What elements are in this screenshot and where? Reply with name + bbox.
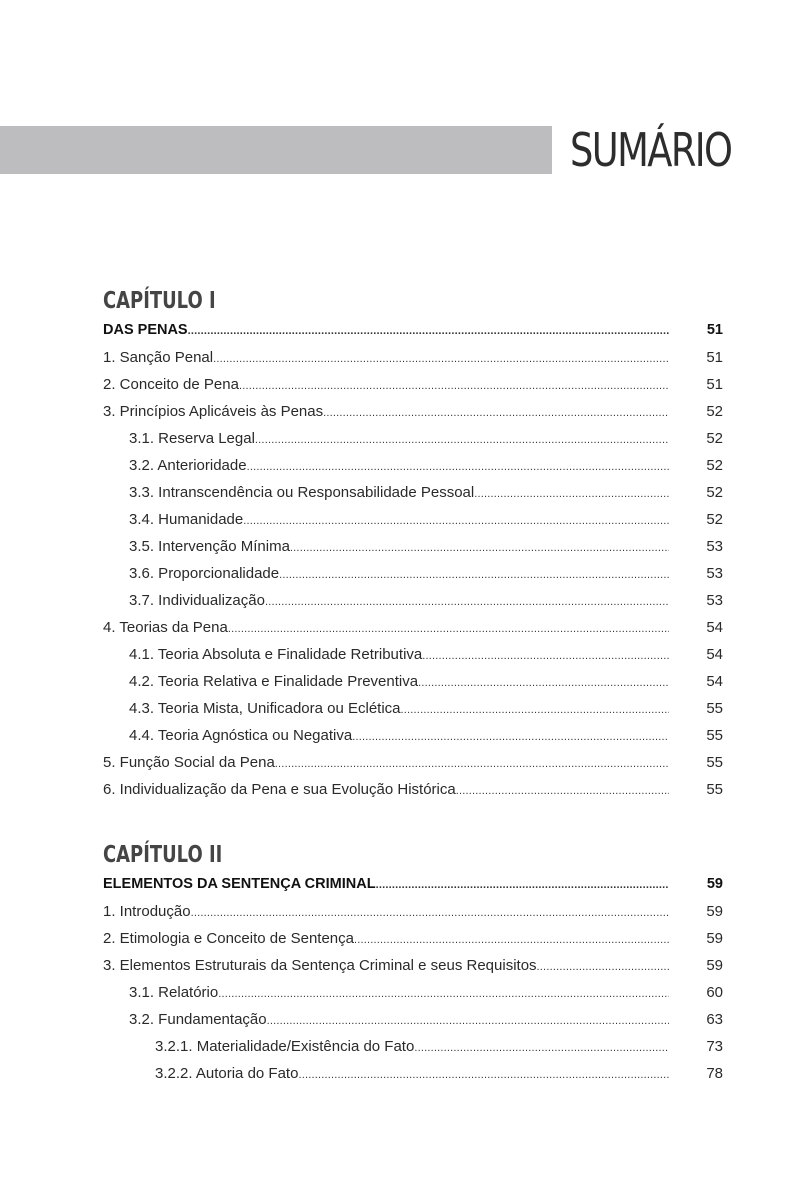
toc-subentry[interactable] [103, 587, 723, 614]
dot-leader [247, 454, 669, 481]
toc-entry-label: ELEMENTOS DA SENTENÇA CRIMINAL [103, 876, 376, 892]
toc-entry-label: 3.2. Fundamentação [129, 1011, 267, 1028]
toc-entry[interactable] [103, 398, 723, 425]
dot-leader [228, 616, 669, 643]
toc-entry-page: 55 [706, 781, 723, 798]
dot-leader [239, 373, 669, 400]
toc-subentry[interactable] [103, 479, 723, 506]
toc-entry[interactable] [103, 614, 723, 641]
toc-entry-page: 51 [706, 349, 723, 366]
toc-entry-label: 3.2. Anterioridade [129, 457, 247, 474]
toc-subsubentry[interactable] [103, 1033, 723, 1060]
toc-entry-label: 3.2.1. Materialidade/Existência do Fato [155, 1038, 415, 1055]
toc-entry[interactable] [103, 898, 723, 925]
toc-entry-label: 3.5. Intervenção Mínima [129, 538, 290, 555]
toc-entry[interactable] [103, 371, 723, 398]
toc-subentry[interactable] [103, 722, 723, 749]
toc-entry-chapter-title[interactable] [103, 871, 723, 898]
toc-entry-page: 51 [706, 322, 723, 338]
toc-entry-page: 54 [706, 673, 723, 690]
dot-leader [213, 346, 669, 373]
dot-leader [414, 1035, 669, 1062]
toc-entry[interactable] [103, 925, 723, 952]
toc-entry-label: 4.3. Teoria Mista, Unificadora ou Eclética [129, 700, 401, 717]
toc-entry-page: 73 [706, 1038, 723, 1055]
toc-entry-page: 55 [706, 700, 723, 717]
toc-entry-label: 4.4. Teoria Agnóstica ou Negativa [129, 727, 353, 744]
toc-entry-label: 3.4. Humanidade [129, 511, 244, 528]
toc-subsubentry[interactable] [103, 1060, 723, 1087]
toc-entry-page: 78 [706, 1065, 723, 1082]
toc-entry-label: 3. Princípios Aplicáveis às Penas [103, 403, 324, 420]
toc-entry-label: 1. Introdução [103, 903, 191, 920]
toc-subentry[interactable] [103, 560, 723, 587]
toc-entry-page: 59 [706, 903, 723, 920]
toc-entry-page: 52 [706, 430, 723, 447]
toc-entry-label: DAS PENAS [103, 322, 188, 338]
dot-leader [275, 751, 669, 778]
toc-list [103, 317, 723, 803]
toc-entry-label: 3. Elementos Estruturais da Sentença Criminal e seus Requisitos [103, 957, 537, 974]
toc-subentry[interactable] [103, 452, 723, 479]
toc-entry-page: 53 [706, 565, 723, 582]
toc-entry-label: 1. Sanção Penal [103, 349, 214, 366]
toc-entry-label: 4.1. Teoria Absoluta e Finalidade Retributiva [129, 646, 423, 663]
toc-entry-page: 55 [706, 754, 723, 771]
dot-leader [376, 872, 669, 899]
dot-leader [255, 427, 669, 454]
toc-list [103, 871, 723, 1087]
chapter-1 [103, 286, 723, 803]
toc-entry-label: 4. Teorias da Pena [103, 619, 228, 636]
toc-subentry[interactable] [103, 641, 723, 668]
dot-leader [267, 1008, 669, 1035]
dot-leader [279, 562, 669, 589]
dot-leader [354, 927, 669, 954]
toc-subentry[interactable] [103, 506, 723, 533]
toc-entry[interactable] [103, 749, 723, 776]
dot-leader [537, 954, 669, 981]
toc-subentry[interactable] [103, 425, 723, 452]
dot-leader [456, 778, 669, 805]
page-title: SUMÁRIO [570, 123, 732, 177]
dot-leader [188, 318, 669, 345]
toc-entry-page: 52 [706, 457, 723, 474]
toc-subentry[interactable] [103, 668, 723, 695]
dot-leader [418, 670, 669, 697]
toc-entry-label: 3.1. Relatório [129, 984, 219, 1001]
toc-entry-label: 3.6. Proporcionalidade [129, 565, 280, 582]
toc-entry[interactable] [103, 952, 723, 979]
toc-entry-label: 3.2.2. Autoria do Fato [155, 1065, 299, 1082]
toc-subentry[interactable] [103, 695, 723, 722]
chapter-2 [103, 840, 723, 1087]
toc-entry-label: 5. Função Social da Pena [103, 754, 275, 771]
toc-entry-label: 3.7. Individualização [129, 592, 265, 609]
toc-entry-page: 54 [706, 619, 723, 636]
toc-entry-page: 55 [706, 727, 723, 744]
toc-entry-page: 59 [706, 957, 723, 974]
toc-entry-page: 52 [706, 484, 723, 501]
toc-subentry[interactable] [103, 533, 723, 560]
toc-entry-page: 63 [706, 1011, 723, 1028]
title-band [0, 126, 552, 174]
dot-leader [401, 697, 669, 724]
toc-subentry[interactable] [103, 1006, 723, 1033]
toc-entry-page: 59 [706, 930, 723, 947]
toc-entry-page: 60 [706, 984, 723, 1001]
toc-entry-label: 2. Conceito de Pena [103, 376, 239, 393]
dot-leader [323, 400, 669, 427]
dot-leader [474, 481, 669, 508]
toc-entry-page: 51 [706, 376, 723, 393]
dot-leader [290, 535, 669, 562]
chapter-heading: CAPÍTULO II [103, 842, 223, 868]
dot-leader [191, 900, 669, 927]
toc-entry-page: 52 [706, 511, 723, 528]
dot-leader [243, 508, 669, 535]
chapter-heading: CAPÍTULO I [103, 288, 216, 314]
toc-entry[interactable] [103, 776, 723, 803]
toc-entry-chapter-title[interactable] [103, 317, 723, 344]
toc-entry-page: 59 [706, 876, 723, 892]
toc-entry-label: 3.1. Reserva Legal [129, 430, 255, 447]
toc-subentry[interactable] [103, 979, 723, 1006]
toc-entry-label: 6. Individualização da Pena e sua Evolução Histórica [103, 781, 456, 798]
dot-leader [298, 1062, 669, 1089]
toc-entry-label: 4.2. Teoria Relativa e Finalidade Preventiva [129, 673, 419, 690]
dot-leader [218, 981, 669, 1008]
toc-entry-label: 3.3. Intranscendência ou Responsabilidade Pessoal [129, 484, 475, 501]
dot-leader [422, 643, 669, 670]
toc-entry-page: 53 [706, 538, 723, 555]
toc-entry-label: 2. Etimologia e Conceito de Sentença [103, 930, 354, 947]
dot-leader [352, 724, 669, 751]
toc-entry-page: 53 [706, 592, 723, 609]
toc-entry-page: 52 [706, 403, 723, 420]
toc-entry-page: 54 [706, 646, 723, 663]
dot-leader [265, 589, 669, 616]
toc-entry[interactable] [103, 344, 723, 371]
